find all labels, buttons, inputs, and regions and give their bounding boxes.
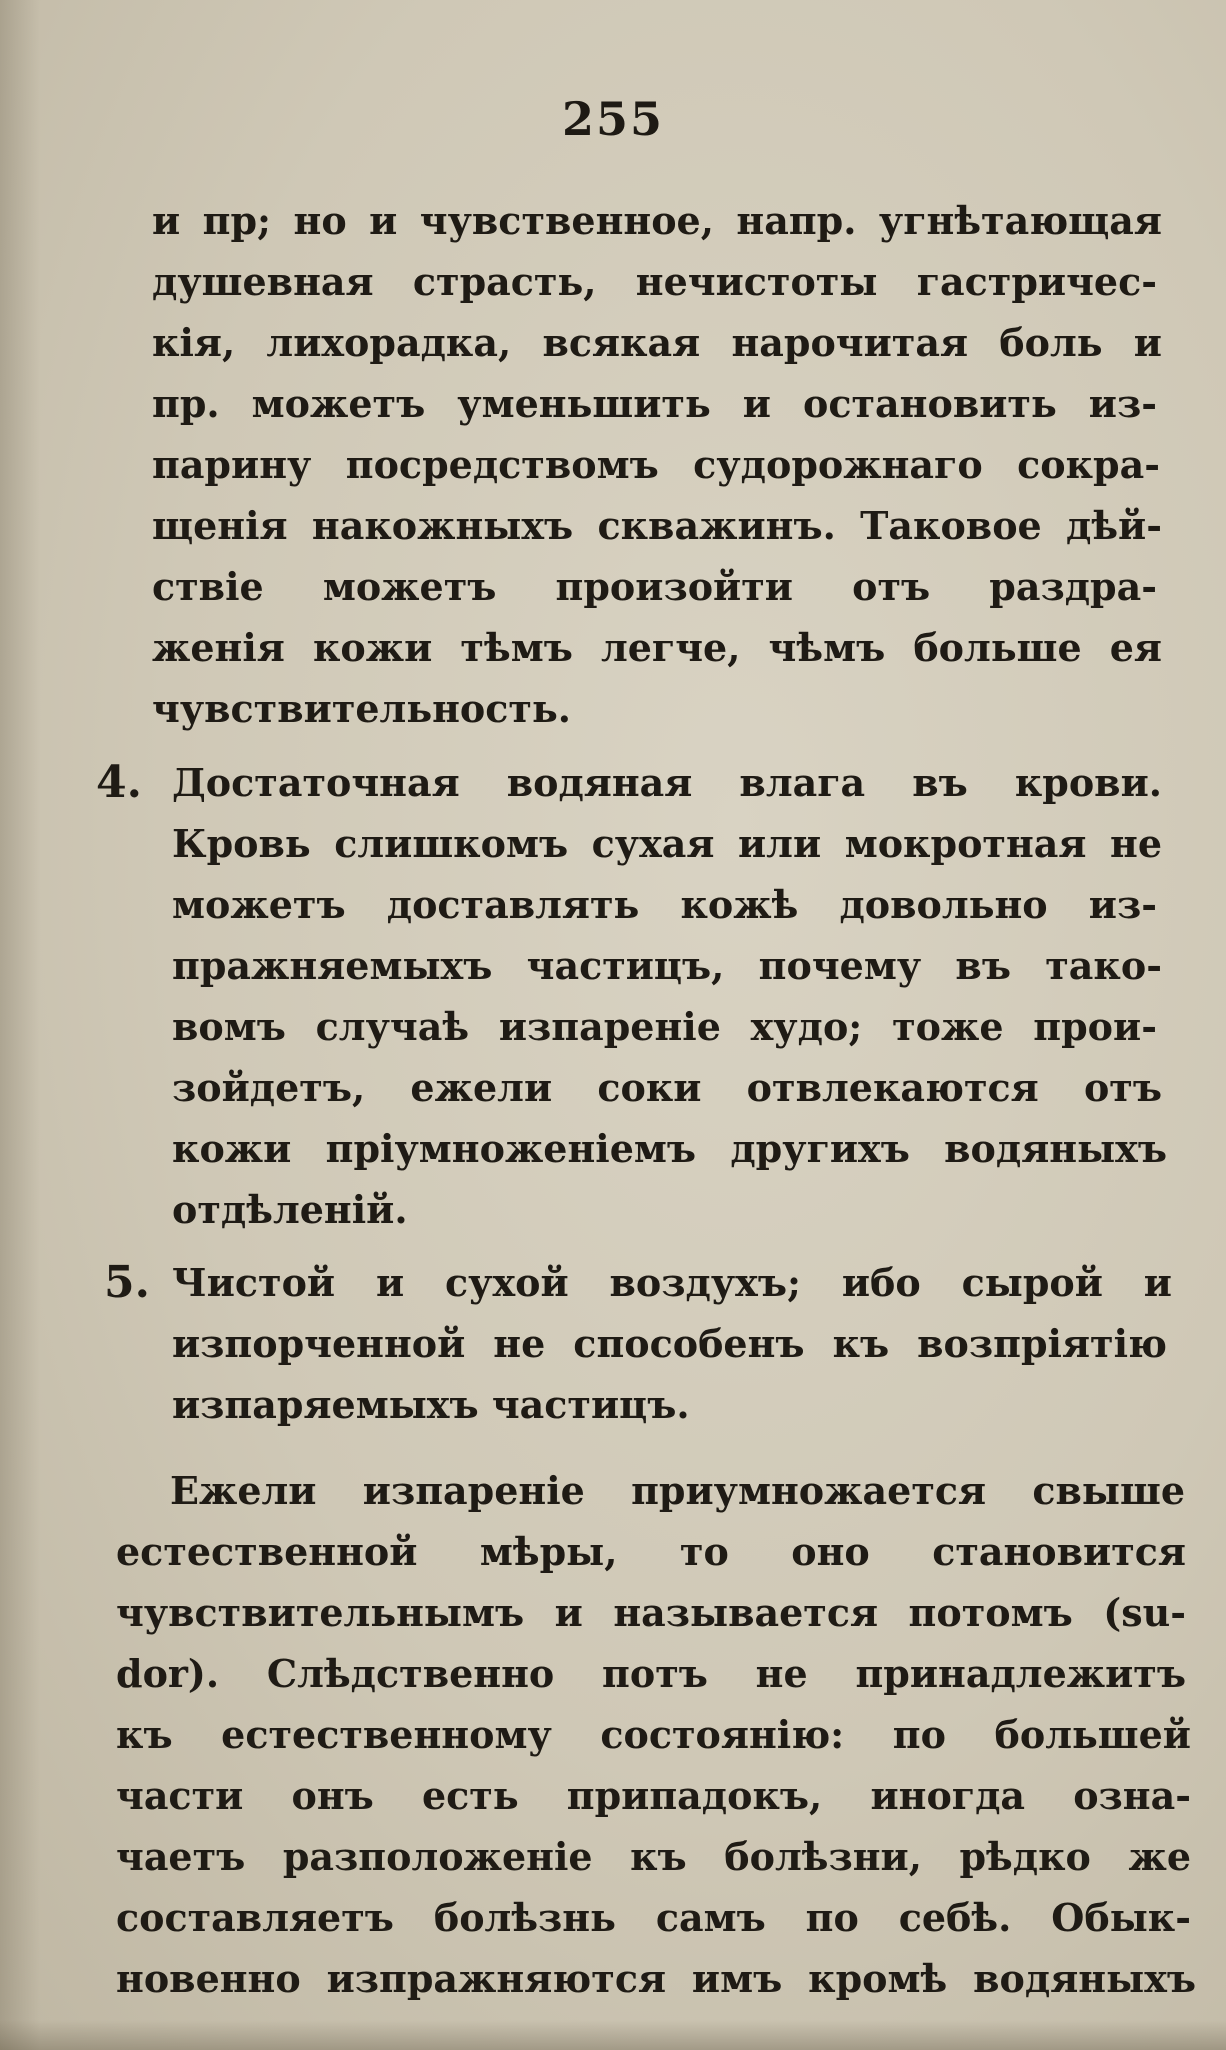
text-line: женія кожи тѣмъ легче, чѣмъ больше ея bbox=[152, 625, 1162, 670]
text-line: зойдетъ, ежели соки отвлекаются отъ bbox=[172, 1065, 1162, 1110]
text-line: парину посредствомъ судорожнаго сокра- bbox=[152, 442, 1160, 487]
text-line: пр. можетъ уменьшить и остановить из- bbox=[152, 381, 1157, 426]
text-line: отдѣленій. bbox=[172, 1187, 408, 1232]
text-line: кожи пріумноженіемъ другихъ водяныхъ bbox=[172, 1126, 1167, 1171]
text-line: Чистой и сухой воздухъ; ибо сырой и bbox=[172, 1260, 1172, 1305]
text-line: изпаряемыхъ частицъ. bbox=[172, 1382, 690, 1427]
text-line: изпорченной не способенъ къ возпріятію bbox=[172, 1321, 1167, 1366]
text-line: Достаточная водяная влага въ крови. bbox=[172, 760, 1162, 805]
text-line: чаетъ разположеніе къ болѣзни, рѣдко же bbox=[116, 1834, 1191, 1879]
text-line: dor). Слѣдственно потъ не принадлежитъ bbox=[116, 1651, 1186, 1696]
text-line: щенія накожныхъ скважинъ. Таковое дѣй- bbox=[152, 503, 1162, 548]
text-line: чувствительнымъ и называется потомъ (su- bbox=[116, 1590, 1186, 1635]
page-shadow-left bbox=[0, 0, 40, 2050]
text-line: ствіе можетъ произойти отъ раздра- bbox=[152, 564, 1157, 609]
text-line: составляетъ болѣзнь самъ по себѣ. Обык- bbox=[116, 1895, 1191, 1940]
text-line: душевная страсть, нечистоты гастричес- bbox=[152, 259, 1157, 304]
text-line: чувствительность. bbox=[152, 686, 571, 731]
page-number: 255 bbox=[561, 92, 665, 146]
text-line: къ естественному состоянію: по большей bbox=[116, 1712, 1191, 1757]
text-line: части онъ есть припадокъ, иногда озна- bbox=[116, 1773, 1191, 1818]
text-line: и пр; но и чувственное, напр. угнѣтающая bbox=[152, 198, 1162, 243]
text-line: можетъ доставлять кожѣ довольно из- bbox=[172, 882, 1157, 927]
page-shadow-bottom bbox=[0, 2020, 1226, 2050]
text-line: новенно изпражняются имъ кромѣ водяныхъ bbox=[116, 1956, 1196, 2001]
text-line: Ежели изпареніе приумножается свыше bbox=[170, 1468, 1185, 1513]
list-item-number: 5. bbox=[104, 1257, 150, 1308]
text-line: естественной мѣры, то оно становится bbox=[116, 1529, 1186, 1574]
text-line: Кровь слишкомъ сухая или мокротная не bbox=[172, 821, 1162, 866]
list-item-number: 4. bbox=[96, 757, 142, 808]
text-line: вомъ случаѣ изпареніе худо; тоже прои- bbox=[172, 1004, 1157, 1049]
text-line: кія, лихорадка, всякая нарочитая боль и bbox=[152, 320, 1162, 365]
text-line: пражняемыхъ частицъ, почему въ тако- bbox=[172, 943, 1162, 988]
